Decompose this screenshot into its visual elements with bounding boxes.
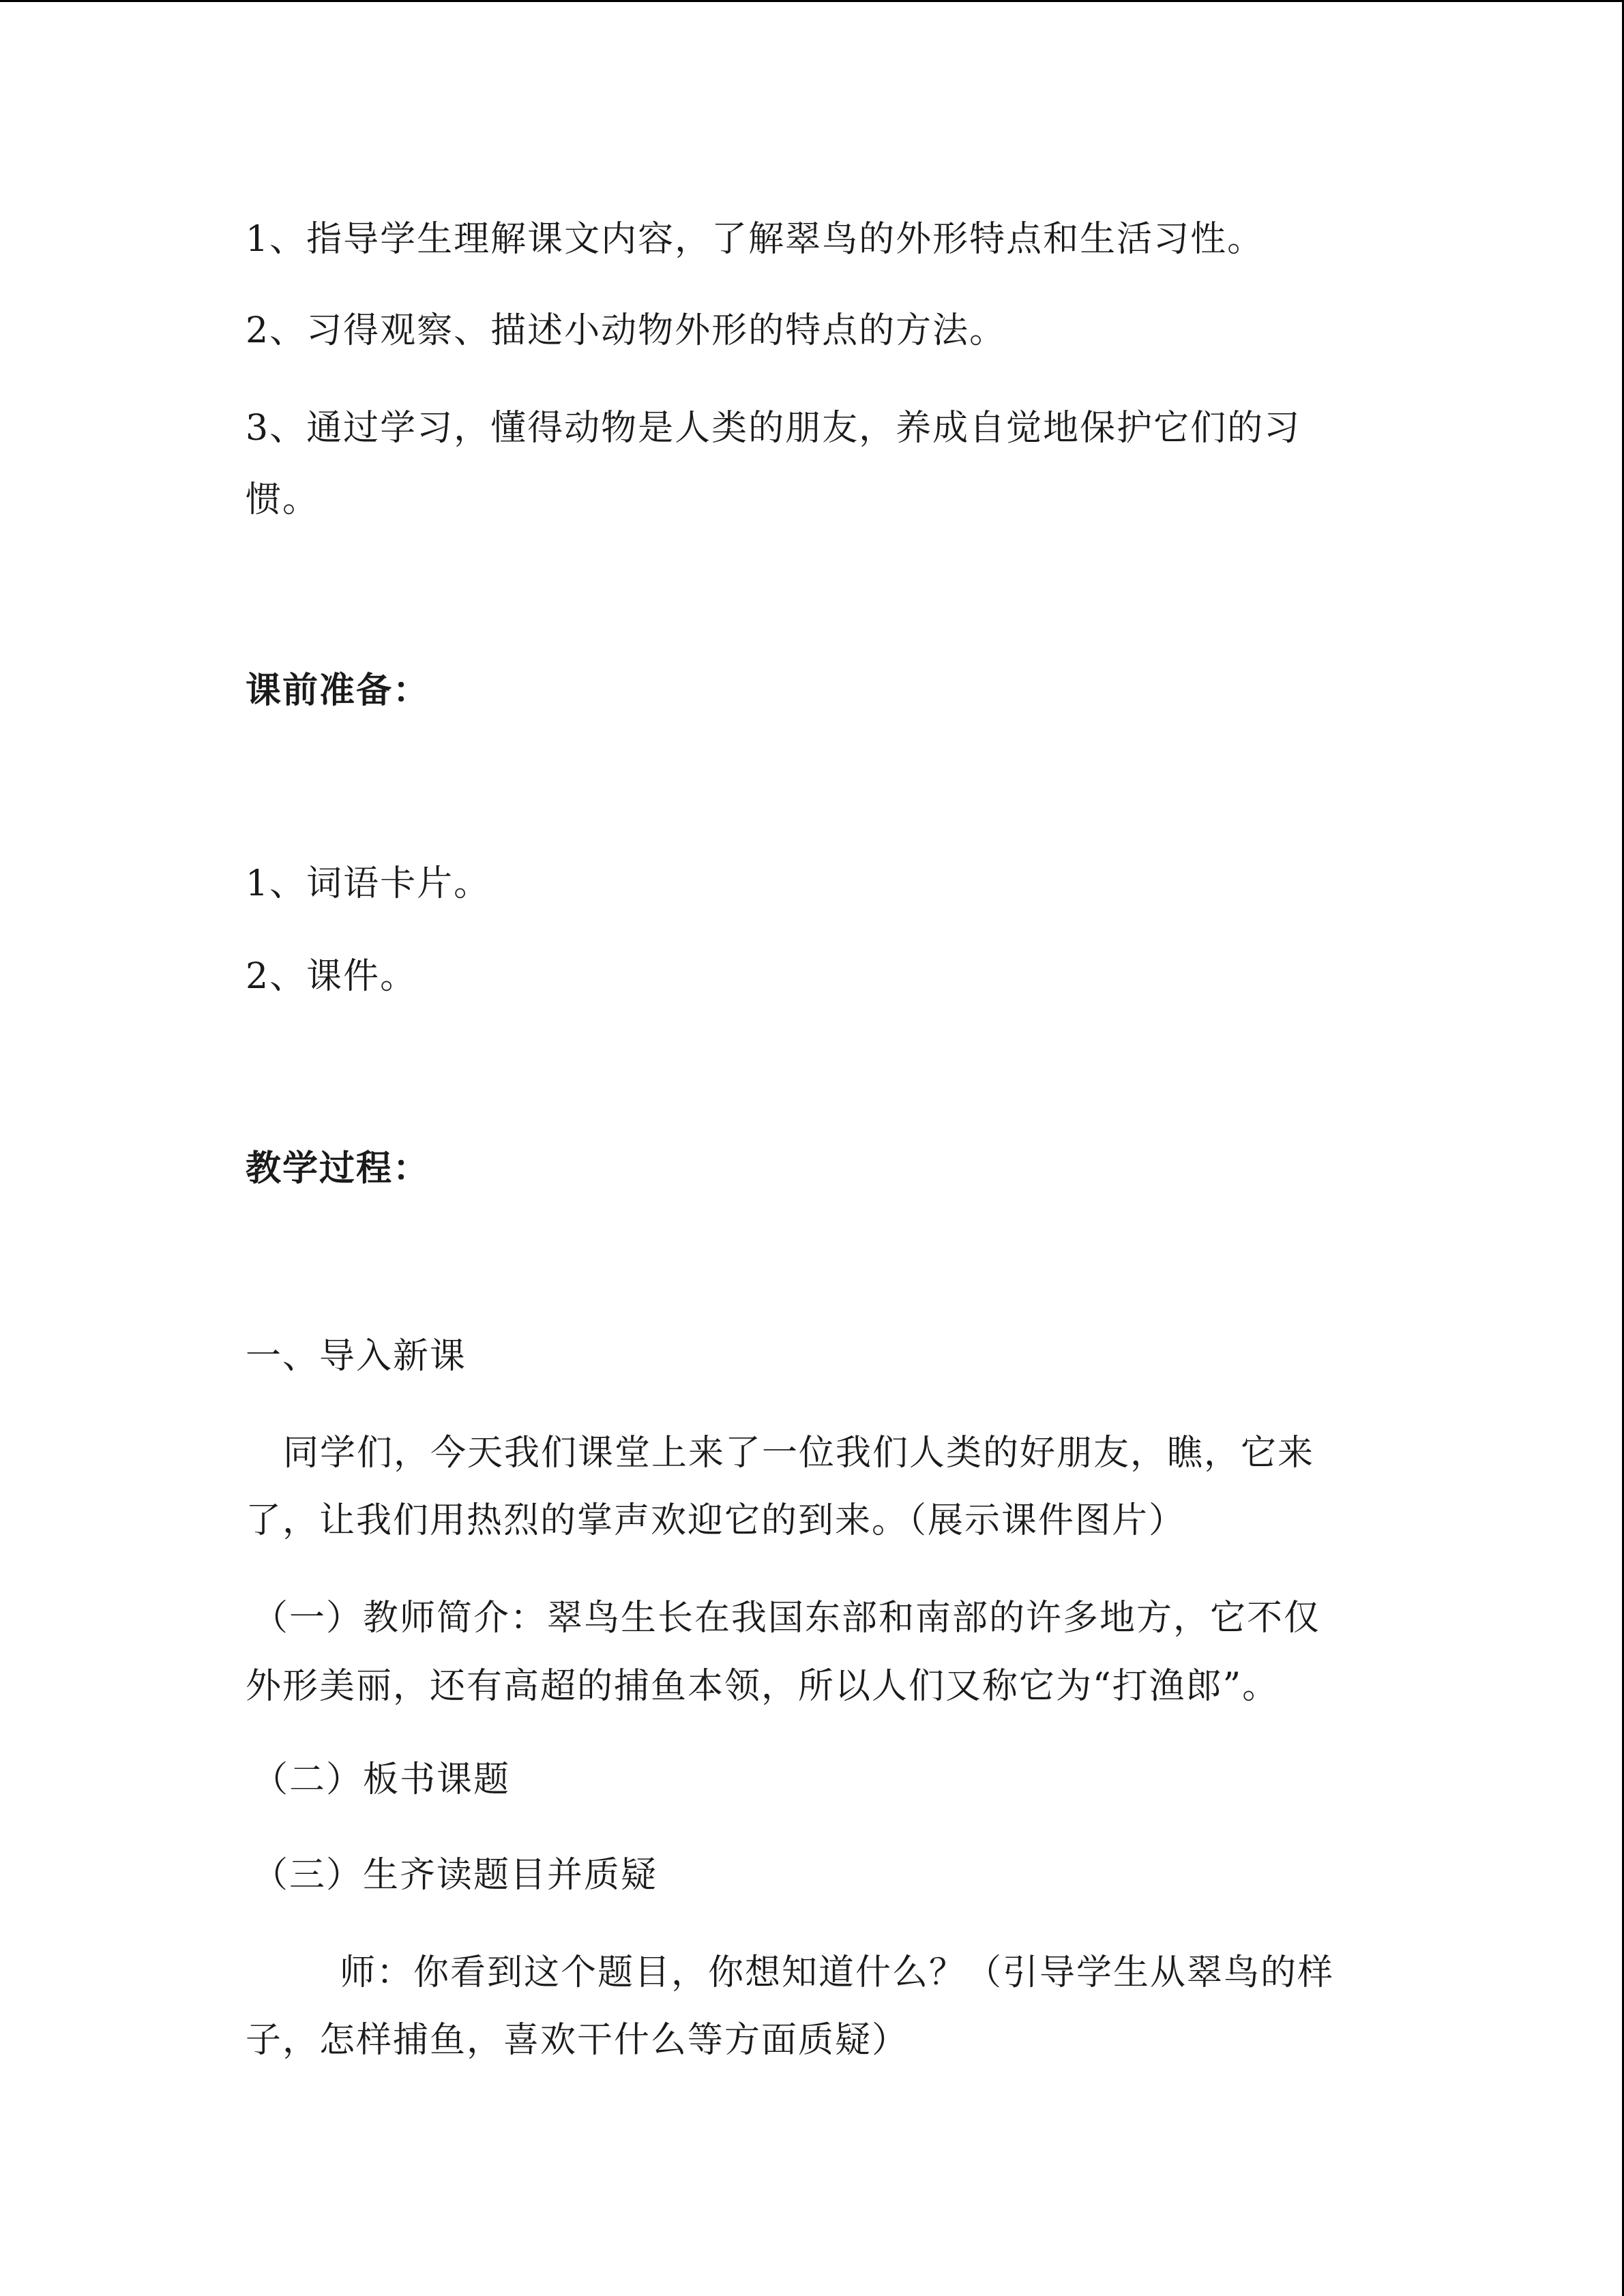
teacher-question-line-2: 子，怎样捕鱼，喜欢干什么等方面质疑）	[246, 2020, 909, 2061]
objective-item-3-line-1: 3、通过学习，懂得动物是人类的朋友，养成自觉地保护它们的习	[246, 408, 1301, 449]
objective-item-3-line-2: 惯。	[246, 479, 320, 520]
preparation-item-1: 1、词语卡片。	[246, 863, 491, 904]
step-1-line-1: （一）教师简介：翠鸟生长在我国东部和南部的许多地方，它不仅	[252, 1598, 1321, 1639]
step-2: （二）板书课题	[252, 1759, 511, 1800]
process-heading: 教学过程：	[246, 1148, 430, 1189]
intro-paragraph-line-2: 了，让我们用热烈的掌声欢迎它的到来。（展示课件图片）	[246, 1500, 1186, 1541]
section-1-title: 一、导入新课	[246, 1336, 467, 1377]
objective-item-1: 1、指导学生理解课文内容，了解翠鸟的外形特点和生活习性。	[246, 219, 1265, 260]
preparation-item-2: 2、课件。	[246, 956, 417, 997]
teacher-question-line-1: 师：你看到这个题目，你想知道什么？（引导学生从翠鸟的样	[340, 1952, 1335, 1993]
intro-paragraph-line-1: 同学们，今天我们课堂上来了一位我们人类的好朋友，瞧，它来	[283, 1433, 1315, 1474]
preparation-heading: 课前准备：	[246, 670, 430, 711]
step-1-line-2: 外形美丽，还有高超的捕鱼本领，所以人们又称它为“打渔郎”。	[246, 1666, 1280, 1707]
step-3: （三）生齐读题目并质疑	[252, 1855, 658, 1896]
objective-item-2: 2、习得观察、描述小动物外形的特点的方法。	[246, 310, 1007, 351]
